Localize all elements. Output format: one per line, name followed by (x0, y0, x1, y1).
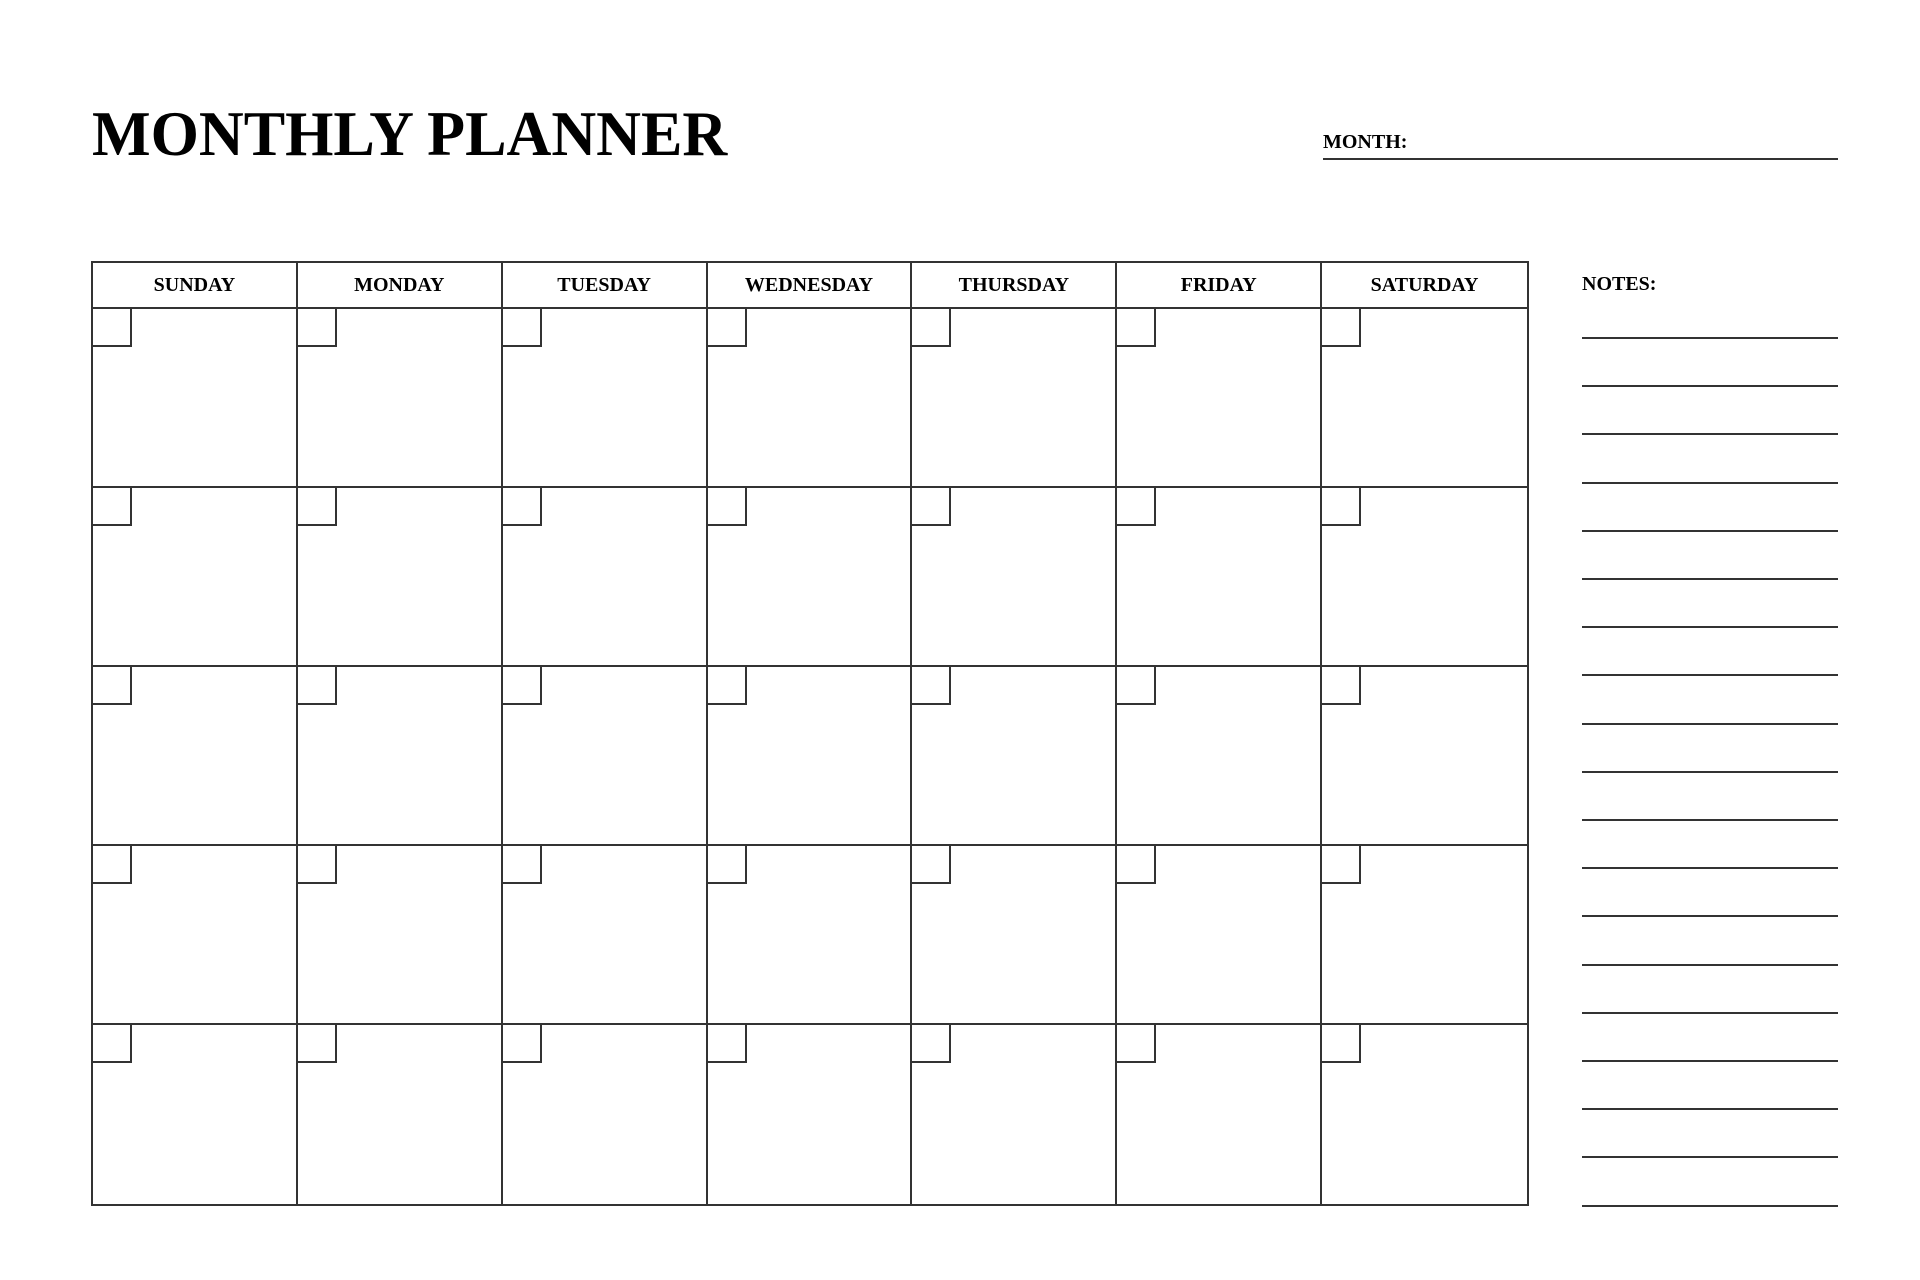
date-box[interactable] (1117, 846, 1156, 884)
day-cell[interactable] (1117, 309, 1322, 488)
date-box[interactable] (93, 667, 132, 705)
day-header-monday: MONDAY (298, 263, 503, 309)
note-line[interactable] (1582, 1108, 1838, 1110)
day-header-saturday: SATURDAY (1322, 263, 1527, 309)
note-line[interactable] (1582, 771, 1838, 773)
day-header-sunday: SUNDAY (93, 263, 298, 309)
day-cell[interactable] (298, 846, 503, 1025)
day-header-thursday: THURSDAY (912, 263, 1117, 309)
day-cell[interactable] (708, 309, 913, 488)
day-cell[interactable] (93, 667, 298, 846)
note-line[interactable] (1582, 578, 1838, 580)
date-box[interactable] (1117, 488, 1156, 526)
date-box[interactable] (503, 309, 542, 347)
day-cell[interactable] (912, 488, 1117, 667)
note-line[interactable] (1582, 964, 1838, 966)
day-cell[interactable] (298, 667, 503, 846)
date-box[interactable] (708, 1025, 747, 1063)
day-header-friday: FRIDAY (1117, 263, 1322, 309)
date-box[interactable] (93, 309, 132, 347)
note-line[interactable] (1582, 385, 1838, 387)
day-cell[interactable] (1117, 1025, 1322, 1204)
date-box[interactable] (912, 846, 951, 884)
day-cell[interactable] (1117, 667, 1322, 846)
note-line[interactable] (1582, 819, 1838, 821)
date-box[interactable] (503, 667, 542, 705)
note-line[interactable] (1582, 626, 1838, 628)
date-box[interactable] (1117, 1025, 1156, 1063)
day-cell[interactable] (1322, 1025, 1527, 1204)
note-line[interactable] (1582, 723, 1838, 725)
note-line[interactable] (1582, 1060, 1838, 1062)
month-label: MONTH: (1323, 131, 1408, 153)
date-box[interactable] (708, 309, 747, 347)
note-line[interactable] (1582, 674, 1838, 676)
day-cell[interactable] (298, 488, 503, 667)
day-cell[interactable] (912, 309, 1117, 488)
note-line[interactable] (1582, 530, 1838, 532)
day-cell[interactable] (912, 1025, 1117, 1204)
note-line[interactable] (1582, 1156, 1838, 1158)
date-box[interactable] (708, 846, 747, 884)
day-cell[interactable] (1322, 309, 1527, 488)
date-box[interactable] (298, 1025, 337, 1063)
month-field[interactable] (1323, 126, 1838, 160)
note-line[interactable] (1582, 1012, 1838, 1014)
day-header-wednesday: WEDNESDAY (708, 263, 913, 309)
day-cell[interactable] (503, 846, 708, 1025)
day-cell[interactable] (503, 667, 708, 846)
date-box[interactable] (298, 846, 337, 884)
date-box[interactable] (93, 1025, 132, 1063)
day-cell[interactable] (503, 1025, 708, 1204)
date-box[interactable] (93, 846, 132, 884)
date-box[interactable] (912, 667, 951, 705)
date-box[interactable] (708, 667, 747, 705)
day-cell[interactable] (298, 309, 503, 488)
day-cell[interactable] (93, 309, 298, 488)
day-cell[interactable] (1117, 846, 1322, 1025)
date-box[interactable] (1322, 488, 1361, 526)
date-box[interactable] (1322, 1025, 1361, 1063)
day-cell[interactable] (1322, 846, 1527, 1025)
note-line[interactable] (1582, 1205, 1838, 1207)
date-box[interactable] (503, 1025, 542, 1063)
date-box[interactable] (912, 1025, 951, 1063)
date-box[interactable] (298, 667, 337, 705)
day-cell[interactable] (298, 1025, 503, 1204)
date-box[interactable] (93, 488, 132, 526)
day-cell[interactable] (912, 846, 1117, 1025)
day-cell[interactable] (708, 1025, 913, 1204)
calendar-grid (91, 261, 1529, 1206)
date-box[interactable] (1322, 667, 1361, 705)
note-line[interactable] (1582, 337, 1838, 339)
date-box[interactable] (1322, 309, 1361, 347)
date-box[interactable] (912, 309, 951, 347)
day-cell[interactable] (503, 488, 708, 667)
date-box[interactable] (298, 488, 337, 526)
date-box[interactable] (1322, 846, 1361, 884)
date-box[interactable] (1117, 667, 1156, 705)
note-line[interactable] (1582, 433, 1838, 435)
date-box[interactable] (503, 488, 542, 526)
day-cell[interactable] (708, 488, 913, 667)
day-cell[interactable] (708, 846, 913, 1025)
date-box[interactable] (298, 309, 337, 347)
page-title: MONTHLY PLANNER (92, 98, 728, 169)
note-line[interactable] (1582, 482, 1838, 484)
day-cell[interactable] (503, 309, 708, 488)
day-cell[interactable] (93, 1025, 298, 1204)
day-cell[interactable] (1117, 488, 1322, 667)
day-cell[interactable] (1322, 488, 1527, 667)
day-header-tuesday: TUESDAY (503, 263, 708, 309)
day-cell[interactable] (1322, 667, 1527, 846)
notes-label: NOTES: (1582, 273, 1657, 295)
day-cell[interactable] (708, 667, 913, 846)
date-box[interactable] (912, 488, 951, 526)
day-cell[interactable] (93, 846, 298, 1025)
note-line[interactable] (1582, 915, 1838, 917)
day-cell[interactable] (93, 488, 298, 667)
date-box[interactable] (1117, 309, 1156, 347)
note-line[interactable] (1582, 867, 1838, 869)
date-box[interactable] (503, 846, 542, 884)
day-cell[interactable] (912, 667, 1117, 846)
date-box[interactable] (708, 488, 747, 526)
